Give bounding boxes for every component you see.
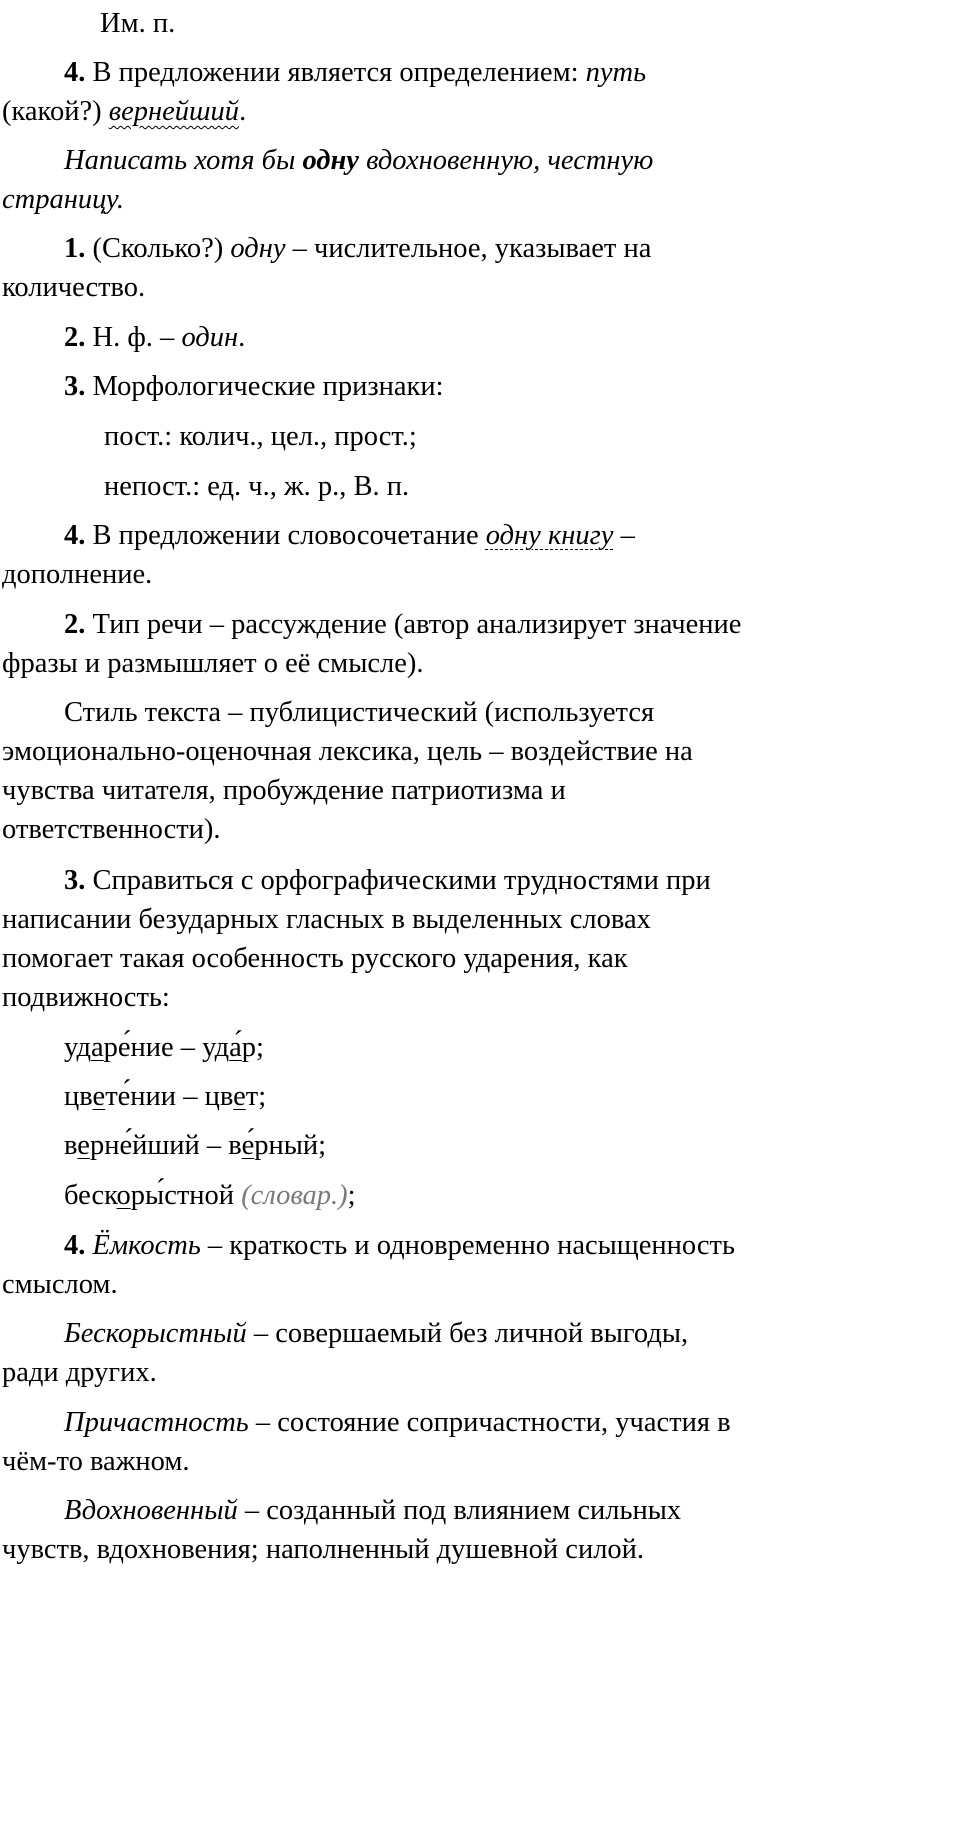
point-4-definition: 4. В предложении является определением: путь <box>64 57 647 88</box>
quote-sentence: Написать хотя бы одну вдохновенную, честную <box>64 145 654 176</box>
point-4-phrase-cont: дополнение. <box>2 559 153 590</box>
task-2-speech-type: 2. Тип речи – рассуждение (автор анализирует значение <box>64 609 742 640</box>
word-pair-verneyshiy: верне́йший – ве́рный; <box>64 1130 327 1161</box>
task-3-stress-l2: написании безударных гласных в выделенных словах <box>2 904 651 935</box>
variable-features: непост.: ед. ч., ж. р., В. п. <box>104 471 410 502</box>
def-prichastnost: Причастность – состояние сопричастности, участия в <box>64 1407 731 1438</box>
task-3-stress-l3: помогает такая особенность русского ударения, как <box>2 943 628 974</box>
def-prichastnost-cont: чём-то важном. <box>2 1446 190 1477</box>
task-3-stress-l4: подвижность: <box>2 982 170 1013</box>
text-style: Стиль текста – публицистический (используется <box>64 697 655 728</box>
point-2-initial-form: 2. Н. ф. – один. <box>64 322 246 353</box>
task-4-emkost-cont: смыслом. <box>2 1269 118 1300</box>
text-style-l2: эмоционально-оценочная лексика, цель – воздействие на <box>2 736 693 767</box>
case-label: Им. п. <box>100 8 176 39</box>
word-pair-cvetenii: цвете́нии – цвет; <box>64 1081 267 1112</box>
def-vdohnovennyy-cont: чувств, вдохновения; наполненный душевной силой. <box>2 1534 645 1565</box>
task-3-stress: 3. Справиться с орфографическими трудностями при <box>64 865 711 896</box>
word-beskorystnoy: бескоры́стной (словар.); <box>64 1180 356 1211</box>
point-3-morphology: 3. Морфологические признаки: <box>64 371 444 402</box>
word-pair-udarenie: ударе́ние – уда́р; <box>64 1032 264 1063</box>
point-1: 1. (Сколько?) одну – числительное, указывает на <box>64 233 652 264</box>
constant-features: пост.: колич., цел., прост.; <box>104 421 417 452</box>
task-2-speech-type-cont: фразы и размышляет о её смысле). <box>2 648 424 679</box>
def-vdohnovennyy: Вдохновенный – созданный под влиянием сильных <box>64 1495 682 1526</box>
text-style-l3: чувства читателя, пробуждение патриотизма и <box>2 775 566 806</box>
def-beskorystnyy: Бескорыстный – совершаемый без личной выгоды, <box>64 1318 689 1349</box>
point-1-cont: количество. <box>2 272 146 303</box>
point-4-definition-cont: (какой?) вернейший. <box>2 96 247 127</box>
task-4-emkost: 4. Ёмкость – краткость и одновременно насыщенность <box>64 1230 735 1261</box>
def-beskorystnyy-cont: ради других. <box>2 1357 157 1388</box>
text-style-l4: ответственности). <box>2 814 221 845</box>
quote-sentence-cont: страницу. <box>2 184 124 215</box>
point-4-phrase: 4. В предложении словосочетание одну книгу – <box>64 520 635 551</box>
